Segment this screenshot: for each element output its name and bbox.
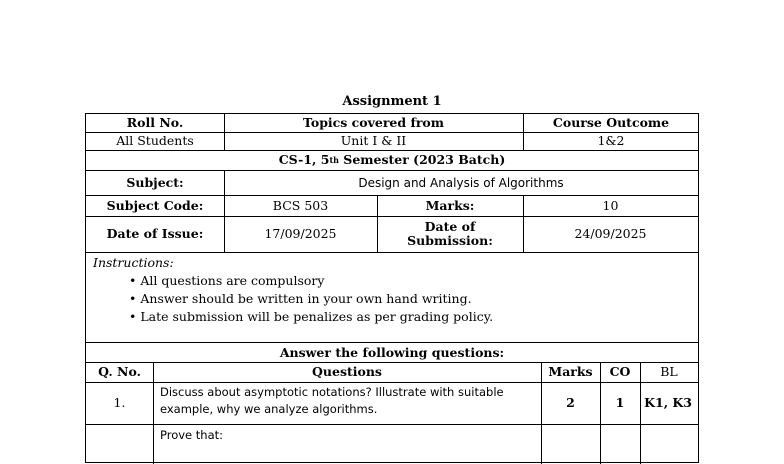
course-outcome-header: Course Outcome <box>552 115 670 130</box>
issue-date-value: 17/09/2025 <box>264 226 337 241</box>
assignment-sheet <box>85 113 699 463</box>
question-2-text: Prove that: <box>160 428 224 442</box>
questions-heading: Answer the following questions: <box>279 345 505 360</box>
submission-date-label: Date of Submission: <box>407 219 493 248</box>
marks-label: Marks: <box>425 197 475 213</box>
class-info <box>86 150 698 170</box>
question-1-bl: K1, K3 <box>644 395 692 410</box>
course-outcome-value: 1&2 <box>597 133 625 148</box>
bl-header: BL <box>660 364 678 379</box>
topics-value: Unit I & II <box>340 133 407 148</box>
instruction-item: • All questions are compulsory <box>129 273 325 288</box>
submission-date-value: 24/09/2025 <box>574 226 647 241</box>
subject-label: Subject: <box>126 174 184 190</box>
topics-header: Topics covered from <box>302 115 444 130</box>
instructions <box>93 254 493 326</box>
instruction-item: • Late submission will be penalizes as per grading policy. <box>129 309 494 324</box>
subject-code-label: Subject Code: <box>106 197 204 213</box>
issue-date-label: Date of Issue: <box>106 226 204 241</box>
subject-value: Design and Analysis of Algorithms <box>358 175 564 190</box>
marks-header: Marks <box>548 364 593 379</box>
instruction-item: • Answer should be written in your own hand writing. <box>129 291 472 306</box>
subject-code-value: BCS 503 <box>272 197 329 213</box>
class-info-suffix: Semester (2023 Batch) <box>338 152 506 167</box>
question-1-co: 1 <box>615 395 625 410</box>
roll-no-value: All Students <box>116 133 194 148</box>
qno-header: Q. No. <box>98 364 141 379</box>
roll-no-header: Roll No. <box>126 115 184 130</box>
assignment-title: Assignment 1 <box>342 94 442 109</box>
co-header: CO <box>609 364 631 379</box>
question-1-number: 1. <box>113 395 126 410</box>
question-1-marks: 2 <box>566 395 575 410</box>
marks-value: 10 <box>602 197 619 213</box>
class-info-superscript: th <box>329 155 339 165</box>
class-info-prefix: CS-1, 5 <box>278 152 330 167</box>
questions-header: Questions <box>312 364 382 379</box>
question-1-text: Discuss about asymptotic notations? Illustrate with suitable example, why we analyze algorithms. <box>160 385 504 416</box>
instructions-label: Instructions: <box>93 255 174 270</box>
instructions-list <box>93 272 493 326</box>
